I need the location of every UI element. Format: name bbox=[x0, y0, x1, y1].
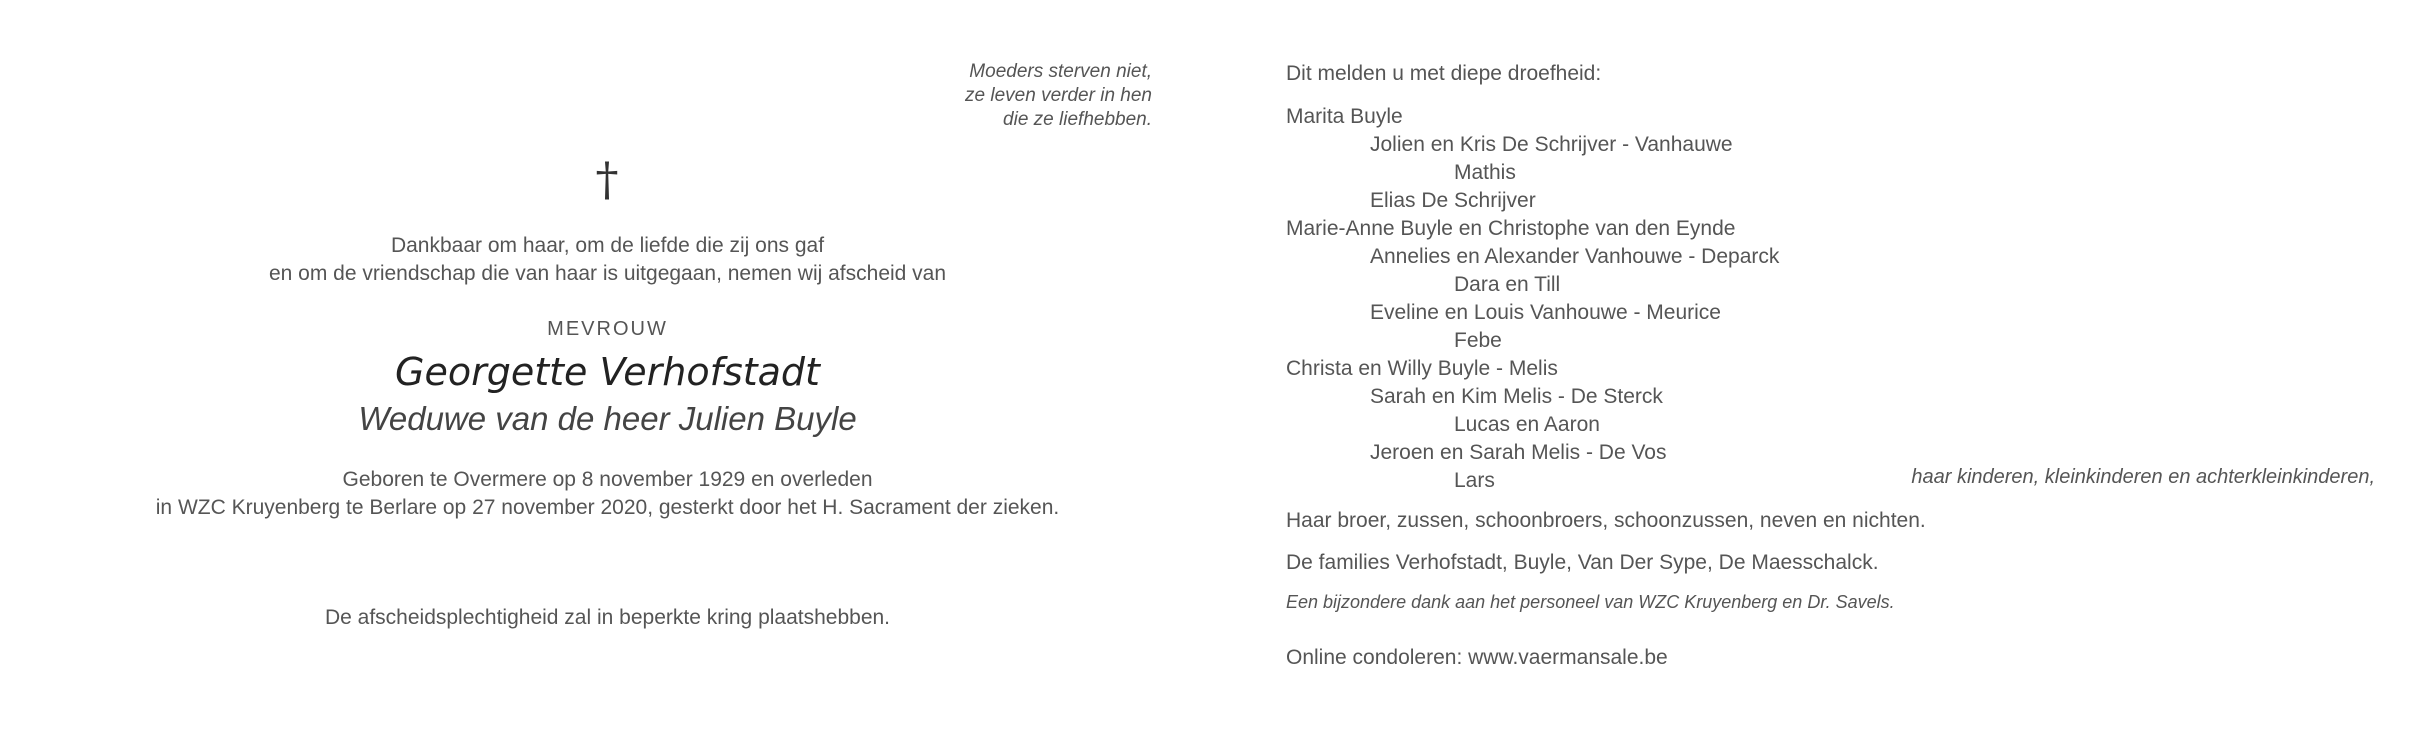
family-member: Jolien en Kris De Schrijver - Vanhauwe bbox=[1370, 133, 1733, 156]
family-member: Febe bbox=[1454, 329, 1502, 352]
announcement: Dit melden u met diepe droefheid: bbox=[1286, 62, 1602, 85]
families-line: De families Verhofstadt, Buyle, Van Der Sype, De Maesschalck. bbox=[1286, 551, 1879, 574]
descendants-summary: haar kinderen, kleinkinderen en achterkleinkinderen, bbox=[1911, 466, 2375, 488]
poem bbox=[965, 60, 1152, 132]
birth-line: in WZC Kruyenberg te Berlare op 27 november 2020, gesterkt door het H. Sacrament der zieken. bbox=[155, 496, 1060, 519]
online-condolences: Online condoleren: www.vaermansale.be bbox=[1286, 646, 1668, 669]
family-member: Elias De Schrijver bbox=[1370, 189, 1536, 212]
family-member: Marita Buyle bbox=[1286, 105, 1403, 128]
widow-line: Weduwe van de heer Julien Buyle bbox=[358, 400, 857, 437]
birth-death-text bbox=[0, 466, 1215, 522]
special-thanks: Een bijzondere dank aan het personeel van WZC Kruyenberg en Dr. Savels. bbox=[1286, 592, 1895, 612]
family-member: Lars bbox=[1454, 469, 1495, 492]
poem-line: ze leven verder in hen bbox=[965, 85, 1152, 106]
poem-line: Moeders sterven niet, bbox=[969, 61, 1152, 82]
poem-line: die ze liefhebben. bbox=[1003, 109, 1152, 130]
deceased-name: Georgette Verhofstadt bbox=[395, 350, 820, 394]
family-member: Christa en Willy Buyle - Melis bbox=[1286, 357, 1558, 380]
ceremony-text: De afscheidsplechtigheid zal in beperkte kring plaatshebben. bbox=[324, 606, 891, 629]
thanks-line: Dankbaar om haar, om de liefde die zij ons gaf bbox=[390, 234, 825, 257]
family-member: Sarah en Kim Melis - De Sterck bbox=[1370, 385, 1663, 408]
family-member: Eveline en Louis Vanhouwe - Meurice bbox=[1370, 301, 1721, 324]
honorific-title: MEVROUW bbox=[547, 318, 668, 340]
cross-icon: † bbox=[595, 152, 619, 206]
siblings-line: Haar broer, zussen, schoonbroers, schoonzussen, neven en nichten. bbox=[1286, 509, 1926, 532]
thanks-line: en om de vriendschap die van haar is uitgegaan, nemen wij afscheid van bbox=[268, 262, 947, 285]
family-member: Jeroen en Sarah Melis - De Vos bbox=[1370, 441, 1667, 464]
family-member: Mathis bbox=[1454, 161, 1516, 184]
family-member: Dara en Till bbox=[1454, 273, 1561, 296]
family-member: Lucas en Aaron bbox=[1454, 413, 1600, 436]
family-member: Marie-Anne Buyle en Christophe van den Eynde bbox=[1286, 217, 1736, 240]
birth-line: Geboren te Overmere op 8 november 1929 en overleden bbox=[342, 468, 873, 491]
family-member: Annelies en Alexander Vanhouwe - Deparck bbox=[1370, 245, 1780, 268]
family-list bbox=[1286, 103, 1779, 495]
thanks-text bbox=[0, 232, 1215, 288]
